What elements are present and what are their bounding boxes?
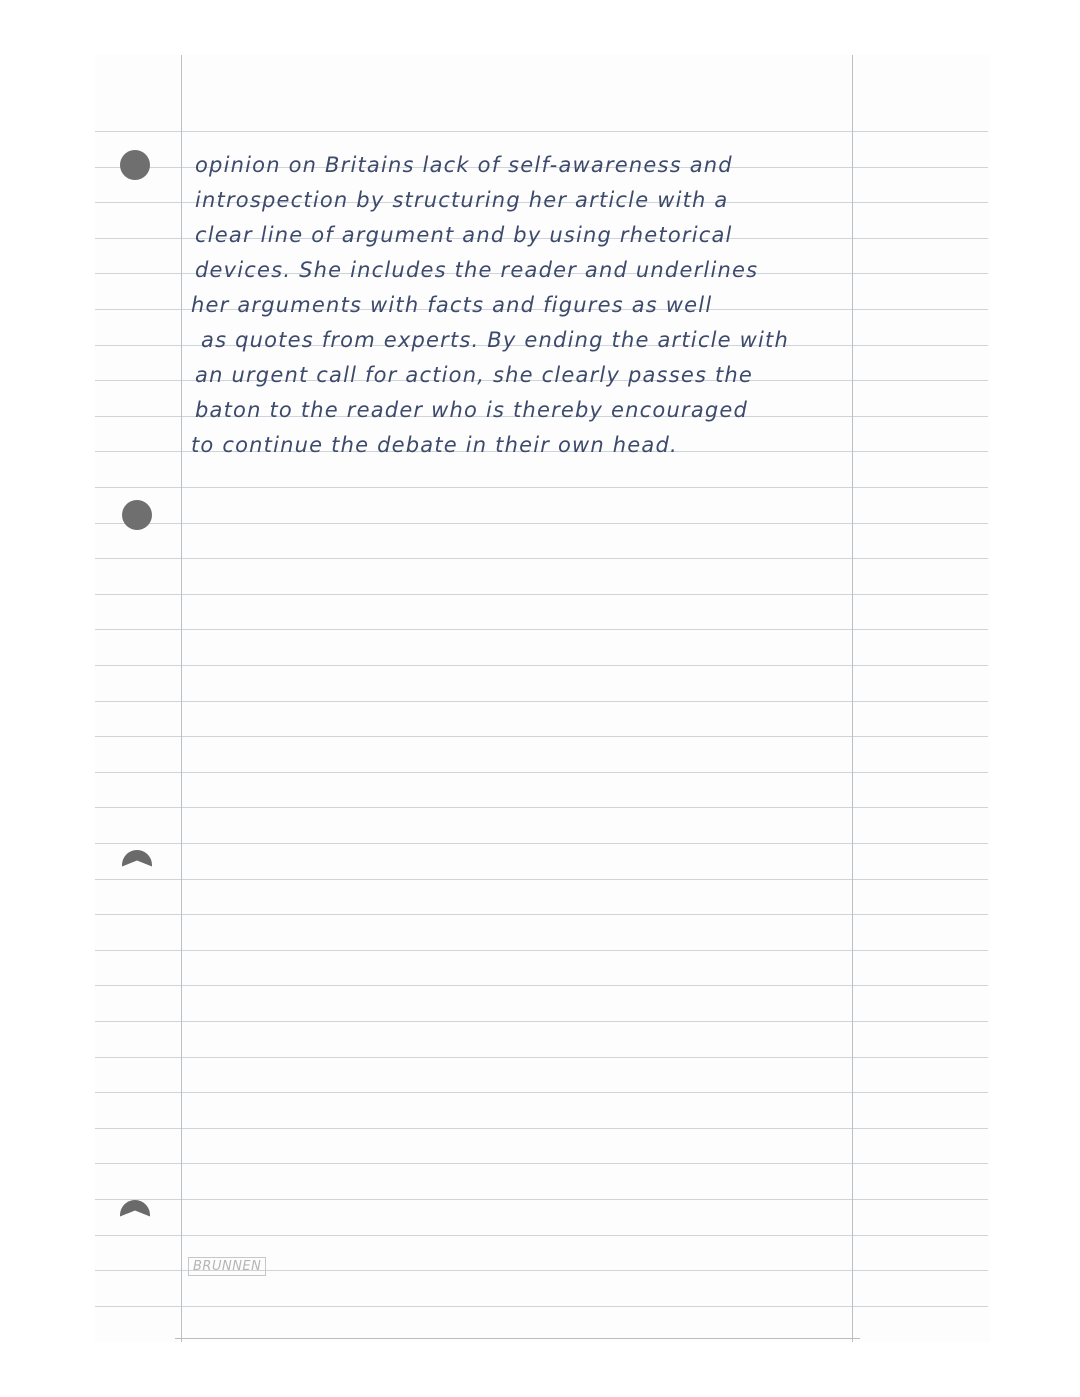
- ruled-line: [95, 487, 988, 488]
- text-line-3: clear line of argument and by using rhetorical: [195, 223, 733, 247]
- ruled-line: [95, 1199, 988, 1200]
- ruled-line: [95, 558, 988, 559]
- left-margin-line: [181, 55, 182, 1342]
- ruled-line: [95, 1235, 988, 1236]
- page-bottom-edge: [175, 1338, 860, 1339]
- ruled-line: [95, 131, 988, 132]
- ruled-line: [95, 701, 988, 702]
- ruled-line: [95, 1021, 988, 1022]
- ruled-line: [95, 914, 988, 915]
- ruled-line: [95, 629, 988, 630]
- punch-hole-1: [120, 150, 150, 180]
- ruled-line: [95, 1057, 988, 1058]
- text-line-1: opinion on Britains lack of self-awareness and: [195, 153, 733, 177]
- text-line-2: introspection by structuring her article with a: [195, 188, 729, 212]
- ruled-line: [95, 879, 988, 880]
- ruled-line: [95, 594, 988, 595]
- ruled-line: [95, 1306, 988, 1307]
- right-margin-line: [852, 55, 853, 1342]
- text-line-5: her arguments with facts and figures as well: [191, 293, 713, 317]
- ruled-line: [95, 665, 988, 666]
- ruled-line: [95, 1092, 988, 1093]
- ruled-line: [95, 1128, 988, 1129]
- ruled-line: [95, 736, 988, 737]
- ruled-line: [95, 843, 988, 844]
- text-line-7: an urgent call for action, she clearly passes the: [195, 363, 754, 387]
- text-line-8: baton to the reader who is thereby encouraged: [195, 398, 749, 422]
- ruled-line: [95, 772, 988, 773]
- ruled-line: [95, 1163, 988, 1164]
- ruled-line: [95, 523, 988, 524]
- text-line-6: as quotes from experts. By ending the article with: [201, 328, 789, 352]
- ruled-line: [95, 807, 988, 808]
- ruled-line: [95, 985, 988, 986]
- punch-hole-2: [122, 500, 152, 530]
- brand-logo: BRUNNEN: [188, 1257, 266, 1276]
- ruled-line: [95, 950, 988, 951]
- text-line-9: to continue the debate in their own head.: [191, 433, 678, 457]
- text-line-4: devices. She includes the reader and underlines: [195, 258, 759, 282]
